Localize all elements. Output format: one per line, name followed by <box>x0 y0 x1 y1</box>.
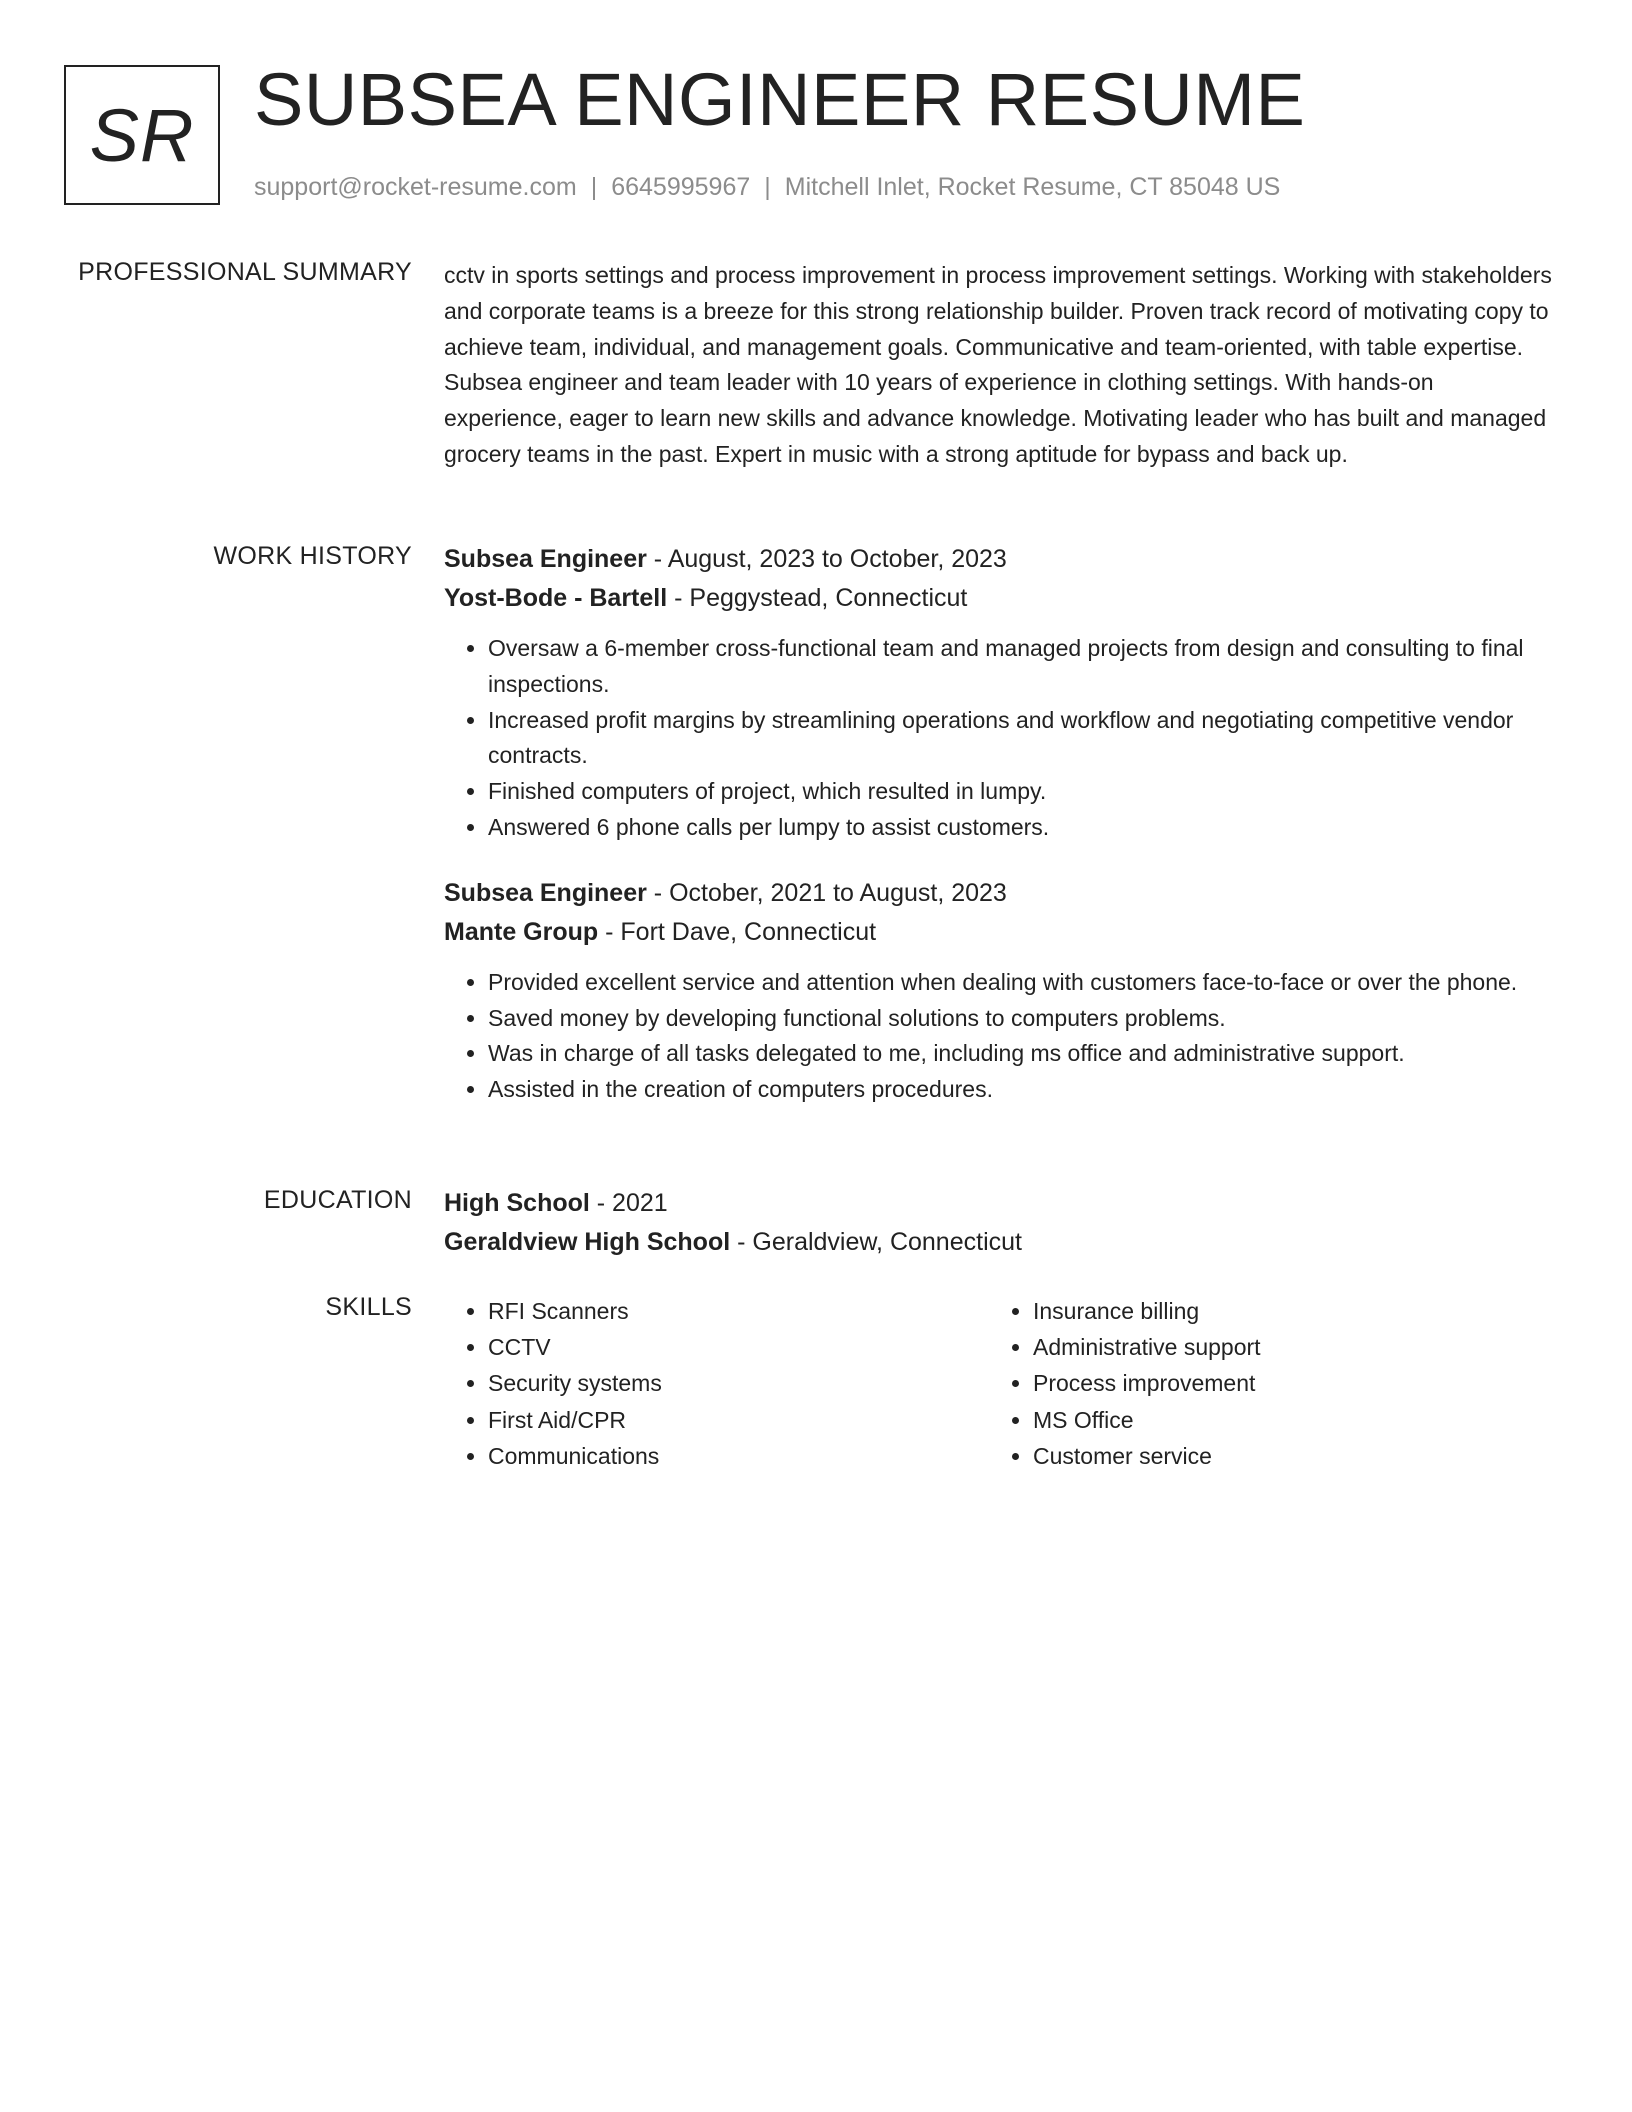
skill-item: • Security systems <box>488 1365 989 1401</box>
job-title-line <box>444 540 1554 579</box>
summary-text: cctv in sports settings and process improvement in process improvement settings. Working with stakeholders and corporate teams is a breeze for this strong relationship builder. Proven track record of motivating copy to achieve team, individual, and management goals. Communicative and team-oriented, with table expertise. Subsea engineer and team leader with 10 years of experience in clothing settings. With hands-on experience, eager to learn new skills and advance knowledge. Motivating leader who has built and managed grocery teams in the past. Expert in music with a strong aptitude for bypass and back up. <box>444 262 1552 467</box>
skill-item: • Communications <box>488 1438 989 1474</box>
job-bullet: • Assisted in the creation of computers procedures. <box>488 1072 1554 1108</box>
job-bullets <box>444 631 1554 846</box>
job-bullet: • Increased profit margins by streamlining operations and workflow and negotiating competitive vendor contracts. <box>488 703 1554 775</box>
job-dates: - October, 2021 to August, 2023 <box>646 878 1007 907</box>
summary-body <box>444 258 1554 473</box>
section-label-summary: PROFESSIONAL SUMMARY <box>78 258 412 286</box>
skill-item: • CCTV <box>488 1329 989 1365</box>
skill-item: • First Aid/CPR <box>488 1402 989 1438</box>
section-label-education: EDUCATION <box>263 1186 412 1214</box>
skill-item: • Administrative support <box>1033 1329 1534 1365</box>
job-bullet: • Provided excellent service and attention when dealing with customers face-to-face or over the phone. <box>488 965 1554 1001</box>
contact-phone: 6645995967 <box>611 173 751 201</box>
job-company: Yost-Bode - Bartell <box>444 584 668 612</box>
job-bullet: • Answered 6 phone calls per lumpy to assist customers. <box>488 810 1554 846</box>
job-company: Mante Group <box>444 917 599 946</box>
resume-header <box>64 58 1564 210</box>
skill-item: • MS Office <box>1033 1402 1534 1438</box>
education-degree: High School <box>444 1189 590 1217</box>
education-degree-line <box>444 1184 1554 1223</box>
job-company-line <box>444 579 1554 618</box>
education-body <box>444 1184 1554 1262</box>
skill-item: • Customer service <box>1033 1438 1534 1474</box>
section-label-work-history: WORK HISTORY <box>213 542 412 570</box>
education-school-line <box>444 1223 1554 1262</box>
monogram-logo: SR <box>64 65 220 205</box>
skills-body <box>444 1293 1554 1474</box>
education-year: - 2021 <box>589 1189 668 1217</box>
skills-list-left <box>444 1293 989 1474</box>
job-title-line <box>444 874 1554 913</box>
resume-title: SUBSEA ENGINEER RESUME <box>254 58 1306 141</box>
job-company-line <box>444 913 1554 952</box>
job-bullet: • Was in charge of all tasks delegated to me, including ms office and administrative support. <box>488 1036 1554 1072</box>
job-title: Subsea Engineer <box>444 878 647 907</box>
skill-item: • Insurance billing <box>1033 1293 1534 1329</box>
section-label-skills: SKILLS <box>325 1293 412 1321</box>
education-school: Geraldview High School <box>444 1228 731 1256</box>
contact-email: support@rocket-resume.com <box>254 173 577 201</box>
skills-list-right <box>989 1293 1534 1474</box>
job-location: - Peggystead, Connecticut <box>667 584 968 612</box>
job-entry <box>444 874 1554 1108</box>
job-title: Subsea Engineer <box>444 545 647 573</box>
education-location: - Geraldview, Connecticut <box>730 1228 1022 1256</box>
job-bullet: • Saved money by developing functional solutions to computers problems. <box>488 1001 1554 1037</box>
job-bullet: • Oversaw a 6-member cross-functional team and managed projects from design and consulting to final inspections. <box>488 631 1554 703</box>
contact-address: Mitchell Inlet, Rocket Resume, CT 85048 US <box>784 173 1281 201</box>
job-bullet: • Finished computers of project, which resulted in lumpy. <box>488 774 1554 810</box>
skill-item: • Process improvement <box>1033 1365 1534 1401</box>
job-location: - Fort Dave, Connecticut <box>598 917 877 946</box>
job-entry <box>444 540 1554 846</box>
job-dates: - August, 2023 to October, 2023 <box>646 545 1007 573</box>
job-bullets <box>444 965 1554 1108</box>
skill-item: • RFI Scanners <box>488 1293 989 1329</box>
contact-line <box>254 173 1280 202</box>
work-history-body <box>444 540 1554 1136</box>
contact-separator: | <box>764 173 771 201</box>
contact-separator: | <box>590 173 598 201</box>
